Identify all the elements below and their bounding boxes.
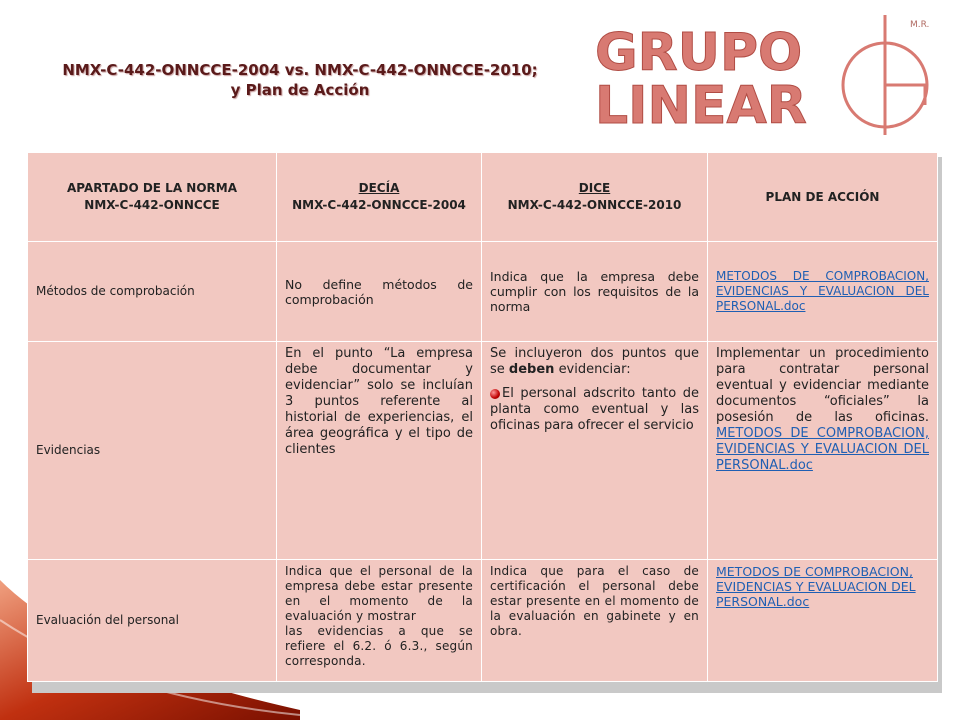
cell-evidencias-decia: En el punto “La empresa debe documentar y evidenciar” solo se incluían 3 puntos referente al historial de experiencias, el área geográfica y el tipo de clientes xyxy=(277,342,482,560)
cell-metodos-dice: Indica que la empresa debe cumplir con los requisitos de la norma xyxy=(482,242,708,342)
header-apartado xyxy=(28,153,277,242)
table-row xyxy=(28,560,938,682)
row-label-evidencias: Evidencias xyxy=(28,342,277,560)
table-row xyxy=(28,342,938,560)
table-header-row xyxy=(28,153,938,242)
cell-evaluacion-dice: Indica que para el caso de certificación el personal debe estar presente en el momento de la evaluación en gabinete y en obra. xyxy=(482,560,708,682)
comparison-table xyxy=(27,152,938,682)
header-dice-line1: DICE xyxy=(578,181,611,195)
cell-evaluacion-decia: Indica que el personal de la empresa debe estar presente en el momento de la evaluación y mostrar las evidencias a que se refiere el 6.2. ó 6.3., según corresponda. xyxy=(277,560,482,682)
cell-metodos-plan xyxy=(708,242,938,342)
bullet-icon xyxy=(490,389,500,399)
header-decia-line2: NMX-C-442-ONNCCE-2004 xyxy=(292,198,466,212)
header-apartado-line2: NMX-C-442-ONNCCE xyxy=(84,198,220,212)
cell-metodos-decia: No define métodos de comprobación xyxy=(277,242,482,342)
table-row xyxy=(28,242,938,342)
cell-evidencias-plan: Implementar un procedimiento para contratar personal eventual y evidenciar mediante documentos “oficiales” la posesión de las oficinas. METODOS DE COMPROBACION, EVIDENCIAS Y EVALUACION DEL PERSONAL.doc xyxy=(708,342,938,560)
header-plan-label: PLAN DE ACCIÓN xyxy=(765,189,880,204)
cell-evaluacion-plan xyxy=(708,560,938,682)
page-title xyxy=(20,60,580,100)
plan-document-link[interactable]: METODOS DE COMPROBACION, EVIDENCIAS Y EVALUACION DEL PERSONAL.doc xyxy=(716,426,929,473)
page-title-line2: y Plan de Acción xyxy=(230,81,370,99)
row-label-evaluacion: Evaluación del personal xyxy=(28,560,277,682)
plan-document-link[interactable]: METODOS DE COMPROBACION, EVIDENCIAS Y EVALUACION DEL PERSONAL.doc xyxy=(716,269,929,313)
header-dice-line2: NMX-C-442-ONNCCE-2010 xyxy=(507,198,682,212)
logo-registered-mark: M.R. xyxy=(910,20,930,30)
header-decia-line1: DECÍA xyxy=(358,181,400,195)
evidencias-dice-bullet: El personal adscrito tanto de planta como eventual y las oficinas para ofrecer el servicio xyxy=(490,386,699,433)
header-dice xyxy=(482,153,708,242)
row-label-metodos: Métodos de comprobación xyxy=(28,242,277,342)
page-title-line1: NMX-C-442-ONNCCE-2004 vs. NMX-C-442-ONNCCE-2010; xyxy=(62,61,538,79)
cell-evidencias-dice xyxy=(482,342,708,560)
logo-word-grupo: GRUPO xyxy=(595,23,803,83)
logo-word-linear: LINEAR xyxy=(595,76,807,136)
plan-document-link[interactable]: METODOS DE COMPROBACION, EVIDENCIAS Y EVALUACION DEL PERSONAL.doc xyxy=(716,564,916,609)
grupo-linear-logo xyxy=(585,5,960,145)
header-decia xyxy=(277,153,482,242)
evidencias-dice-intro: Se incluyeron dos puntos que se deben evidenciar: xyxy=(490,346,699,377)
header-apartado-line1: APARTADO DE LA NORMA xyxy=(66,181,237,195)
header-plan xyxy=(708,153,938,242)
